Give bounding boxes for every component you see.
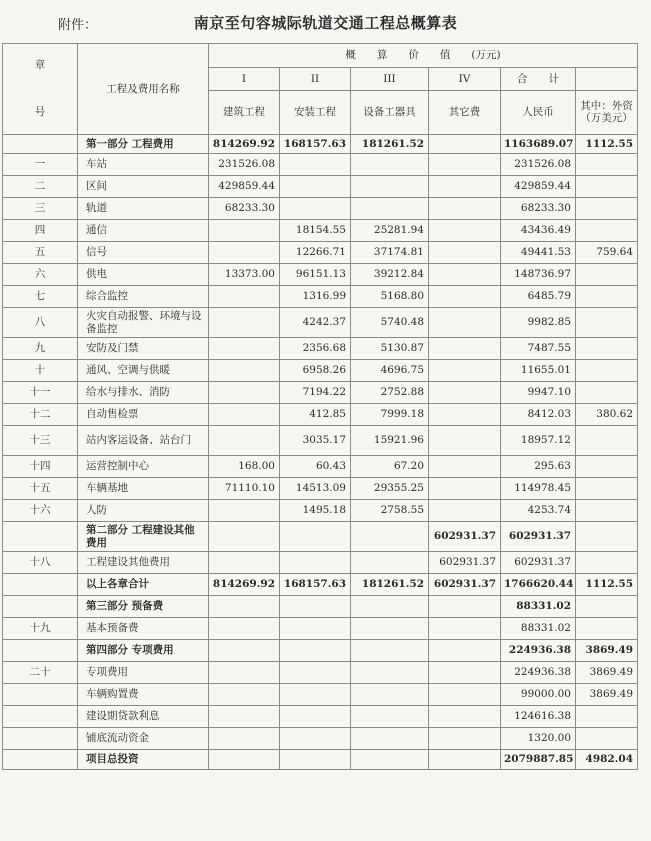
item-name: 以上各章合计 xyxy=(78,574,209,596)
other-value xyxy=(429,662,501,684)
table-row xyxy=(3,728,638,750)
table-row xyxy=(3,426,638,456)
equip-value: 5168.80 xyxy=(351,286,429,308)
build-value xyxy=(209,706,280,728)
build-value xyxy=(209,338,280,360)
col-foreign: 其中：外资（万美元） xyxy=(576,90,638,135)
row-number xyxy=(3,684,78,706)
build-value xyxy=(209,522,280,552)
foreign-value xyxy=(576,618,638,640)
row-number xyxy=(3,728,78,750)
estimate-value-header: 概 算 价 值 (万元) xyxy=(209,44,638,68)
foreign-value: 4982.04 xyxy=(576,750,638,770)
page-header xyxy=(0,0,651,40)
row-number xyxy=(3,522,78,552)
other-value xyxy=(429,176,501,198)
row-number: 七 xyxy=(3,286,78,308)
build-value xyxy=(209,618,280,640)
other-value xyxy=(429,360,501,382)
other-value xyxy=(429,684,501,706)
equip-value xyxy=(351,706,429,728)
equip-value: 15921.96 xyxy=(351,426,429,456)
equip-value xyxy=(351,198,429,220)
equip-value: 7999.18 xyxy=(351,404,429,426)
table-row xyxy=(3,618,638,640)
install-value: 1316.99 xyxy=(280,286,351,308)
build-value: 71110.10 xyxy=(209,478,280,500)
rmb-value: 1766620.44 xyxy=(501,574,576,596)
row-number: 十九 xyxy=(3,618,78,640)
table-row xyxy=(3,264,638,286)
table-row xyxy=(3,308,638,338)
rmb-value: 4253.74 xyxy=(501,500,576,522)
equip-value xyxy=(351,728,429,750)
equip-value xyxy=(351,552,429,574)
row-number xyxy=(3,596,78,618)
roman-i: I xyxy=(209,68,280,90)
row-number: 五 xyxy=(3,242,78,264)
build-value xyxy=(209,242,280,264)
item-name: 项目总投资 xyxy=(78,750,209,770)
other-value: 602931.37 xyxy=(429,522,501,552)
other-value xyxy=(429,242,501,264)
col-build: 建筑工程 xyxy=(209,90,280,135)
table-row xyxy=(3,522,638,552)
build-value: 168.00 xyxy=(209,456,280,478)
build-value xyxy=(209,286,280,308)
row-number: 二十 xyxy=(3,662,78,684)
roman-iv: IV xyxy=(429,68,501,90)
install-value: 3035.17 xyxy=(280,426,351,456)
item-name: 工程建设其他费用 xyxy=(78,552,209,574)
col-other: 其它费 xyxy=(429,90,501,135)
row-number xyxy=(3,640,78,662)
rmb-value: 6485.79 xyxy=(501,286,576,308)
item-name: 轨道 xyxy=(78,198,209,220)
equip-value xyxy=(351,684,429,706)
item-name: 信号 xyxy=(78,242,209,264)
row-number: 九 xyxy=(3,338,78,360)
build-value xyxy=(209,552,280,574)
rmb-value: 429859.44 xyxy=(501,176,576,198)
foreign-value: 380.62 xyxy=(576,404,638,426)
build-value xyxy=(209,404,280,426)
build-value xyxy=(209,426,280,456)
table-row xyxy=(3,640,638,662)
roman-iii: III xyxy=(351,68,429,90)
other-value xyxy=(429,338,501,360)
install-value: 168157.63 xyxy=(280,574,351,596)
other-value: 602931.37 xyxy=(429,574,501,596)
table-row xyxy=(3,135,638,154)
install-value xyxy=(280,618,351,640)
install-value: 96151.13 xyxy=(280,264,351,286)
row-number xyxy=(3,135,78,154)
foreign-value xyxy=(576,220,638,242)
table-header xyxy=(3,44,638,135)
row-number: 十 xyxy=(3,360,78,382)
item-name: 自动售检票 xyxy=(78,404,209,426)
install-value xyxy=(280,522,351,552)
estimate-table xyxy=(2,43,638,770)
item-name: 供电 xyxy=(78,264,209,286)
table-row xyxy=(3,154,638,176)
build-value: 814269.92 xyxy=(209,135,280,154)
table-row xyxy=(3,706,638,728)
build-value: 13373.00 xyxy=(209,264,280,286)
item-name: 建设期贷款利息 xyxy=(78,706,209,728)
row-number xyxy=(3,706,78,728)
install-value xyxy=(280,640,351,662)
other-value xyxy=(429,264,501,286)
install-value xyxy=(280,728,351,750)
row-number: 十一 xyxy=(3,382,78,404)
foreign-value xyxy=(576,426,638,456)
install-value xyxy=(280,198,351,220)
other-value xyxy=(429,728,501,750)
item-name: 站内客运设备、站台门 xyxy=(78,426,209,456)
foreign-value: 3869.49 xyxy=(576,640,638,662)
other-value xyxy=(429,478,501,500)
equip-value: 67.20 xyxy=(351,456,429,478)
other-value xyxy=(429,220,501,242)
equip-value: 37174.81 xyxy=(351,242,429,264)
install-value: 60.43 xyxy=(280,456,351,478)
equip-value: 181261.52 xyxy=(351,574,429,596)
rmb-value: 224936.38 xyxy=(501,640,576,662)
rmb-value: 224936.38 xyxy=(501,662,576,684)
equip-value: 5740.48 xyxy=(351,308,429,338)
build-value xyxy=(209,728,280,750)
foreign-value xyxy=(576,478,638,500)
chapter-label: 章 xyxy=(34,59,46,72)
rmb-value: 602931.37 xyxy=(501,522,576,552)
table-row xyxy=(3,176,638,198)
foreign-value xyxy=(576,522,638,552)
equip-value: 4696.75 xyxy=(351,360,429,382)
item-name: 专项费用 xyxy=(78,662,209,684)
equip-value xyxy=(351,596,429,618)
install-value xyxy=(280,596,351,618)
install-value: 412.85 xyxy=(280,404,351,426)
rmb-value: 43436.49 xyxy=(501,220,576,242)
row-number xyxy=(3,750,78,770)
other-value xyxy=(429,618,501,640)
equip-value: 181261.52 xyxy=(351,135,429,154)
equip-value xyxy=(351,618,429,640)
install-value: 18154.55 xyxy=(280,220,351,242)
rmb-value: 68233.30 xyxy=(501,198,576,220)
equip-value: 2758.55 xyxy=(351,500,429,522)
build-value xyxy=(209,382,280,404)
foreign-value xyxy=(576,286,638,308)
build-value xyxy=(209,596,280,618)
item-name: 车辆购置费 xyxy=(78,684,209,706)
foreign-value xyxy=(576,360,638,382)
equip-value: 25281.94 xyxy=(351,220,429,242)
other-value xyxy=(429,500,501,522)
foreign-value xyxy=(576,552,638,574)
install-value xyxy=(280,176,351,198)
rmb-value: 8412.03 xyxy=(501,404,576,426)
install-value: 6958.26 xyxy=(280,360,351,382)
row-number: 十五 xyxy=(3,478,78,500)
other-value xyxy=(429,426,501,456)
table-row xyxy=(3,662,638,684)
equip-value xyxy=(351,154,429,176)
foreign-value xyxy=(576,338,638,360)
equip-value xyxy=(351,640,429,662)
build-value xyxy=(209,662,280,684)
other-value xyxy=(429,198,501,220)
row-number: 四 xyxy=(3,220,78,242)
col-install: 安装工程 xyxy=(280,90,351,135)
table-row xyxy=(3,242,638,264)
rmb-value: 99000.00 xyxy=(501,684,576,706)
rmb-value: 9947.10 xyxy=(501,382,576,404)
other-value xyxy=(429,154,501,176)
rmb-value: 1320.00 xyxy=(501,728,576,750)
equip-value: 29355.25 xyxy=(351,478,429,500)
equip-value xyxy=(351,176,429,198)
other-value xyxy=(429,456,501,478)
foreign-value xyxy=(576,706,638,728)
col-equip: 设备工器具 xyxy=(351,90,429,135)
table-row xyxy=(3,382,638,404)
table-row xyxy=(3,750,638,770)
rmb-value: 148736.97 xyxy=(501,264,576,286)
item-name: 人防 xyxy=(78,500,209,522)
other-value xyxy=(429,135,501,154)
rmb-value: 114978.45 xyxy=(501,478,576,500)
install-value: 2356.68 xyxy=(280,338,351,360)
build-value xyxy=(209,360,280,382)
build-value: 231526.08 xyxy=(209,154,280,176)
rmb-value: 11655.01 xyxy=(501,360,576,382)
row-number: 二 xyxy=(3,176,78,198)
other-value xyxy=(429,750,501,770)
rmb-value: 88331.02 xyxy=(501,618,576,640)
build-value: 814269.92 xyxy=(209,574,280,596)
rmb-value: 124616.38 xyxy=(501,706,576,728)
item-name: 第一部分 工程费用 xyxy=(78,135,209,154)
item-name: 第二部分 工程建设其他费用 xyxy=(78,522,209,552)
foreign-value xyxy=(576,382,638,404)
item-name-header: 工程及费用名称 xyxy=(78,44,209,135)
rmb-value: 295.63 xyxy=(501,456,576,478)
item-name: 铺底流动资金 xyxy=(78,728,209,750)
foreign-value xyxy=(576,154,638,176)
row-number: 一 xyxy=(3,154,78,176)
item-name: 第三部分 预备费 xyxy=(78,596,209,618)
table-row xyxy=(3,360,638,382)
build-value: 68233.30 xyxy=(209,198,280,220)
foreign-value xyxy=(576,500,638,522)
item-name: 通风、空调与供暖 xyxy=(78,360,209,382)
number-label: 号 xyxy=(34,106,46,118)
other-value xyxy=(429,640,501,662)
foreign-value xyxy=(576,264,638,286)
table-row xyxy=(3,552,638,574)
install-value xyxy=(280,750,351,770)
install-value: 14513.09 xyxy=(280,478,351,500)
install-value xyxy=(280,154,351,176)
table-row xyxy=(3,198,638,220)
item-name: 运营控制中心 xyxy=(78,456,209,478)
equip-value: 5130.87 xyxy=(351,338,429,360)
item-name: 基本预备费 xyxy=(78,618,209,640)
attachment-label: 附件： xyxy=(58,18,98,33)
foreign-value xyxy=(576,728,638,750)
equip-value: 39212.84 xyxy=(351,264,429,286)
chapter-number-header xyxy=(3,44,78,135)
install-value: 12266.71 xyxy=(280,242,351,264)
install-value: 4242.37 xyxy=(280,308,351,338)
other-value xyxy=(429,596,501,618)
item-name: 车站 xyxy=(78,154,209,176)
rmb-value: 602931.37 xyxy=(501,552,576,574)
row-number: 十四 xyxy=(3,456,78,478)
item-name: 综合监控 xyxy=(78,286,209,308)
equip-value xyxy=(351,662,429,684)
foreign-value xyxy=(576,596,638,618)
rmb-value: 49441.53 xyxy=(501,242,576,264)
row-number: 十八 xyxy=(3,552,78,574)
build-value xyxy=(209,500,280,522)
rmb-value: 9982.85 xyxy=(501,308,576,338)
install-value: 7194.22 xyxy=(280,382,351,404)
foreign-value: 3869.49 xyxy=(576,662,638,684)
row-number: 六 xyxy=(3,264,78,286)
build-value xyxy=(209,308,280,338)
total-header: 合 计 xyxy=(501,68,576,90)
build-value: 429859.44 xyxy=(209,176,280,198)
rmb-value: 7487.55 xyxy=(501,338,576,360)
table-row xyxy=(3,456,638,478)
table-row xyxy=(3,404,638,426)
table-row xyxy=(3,574,638,596)
table-row xyxy=(3,286,638,308)
other-value xyxy=(429,706,501,728)
rmb-value: 88331.02 xyxy=(501,596,576,618)
equip-value: 2752.88 xyxy=(351,382,429,404)
other-value: 602931.37 xyxy=(429,552,501,574)
foreign-value xyxy=(576,176,638,198)
item-name: 第四部分 专项费用 xyxy=(78,640,209,662)
item-name: 安防及门禁 xyxy=(78,338,209,360)
row-number: 三 xyxy=(3,198,78,220)
other-value xyxy=(429,308,501,338)
other-value xyxy=(429,382,501,404)
install-value xyxy=(280,552,351,574)
rmb-value: 2079887.85 xyxy=(501,750,576,770)
build-value xyxy=(209,750,280,770)
build-value xyxy=(209,684,280,706)
item-name: 通信 xyxy=(78,220,209,242)
table-body xyxy=(3,135,638,770)
foreign-value xyxy=(576,308,638,338)
rmb-value: 1163689.07 xyxy=(501,135,576,154)
col-rmb: 人民币 xyxy=(501,90,576,135)
row-number: 八 xyxy=(3,308,78,338)
equip-value xyxy=(351,750,429,770)
equip-value xyxy=(351,522,429,552)
build-value xyxy=(209,640,280,662)
row-number: 十三 xyxy=(3,426,78,456)
install-value: 168157.63 xyxy=(280,135,351,154)
foreign-value: 1112.55 xyxy=(576,574,638,596)
item-name: 车辆基地 xyxy=(78,478,209,500)
build-value xyxy=(209,220,280,242)
other-value xyxy=(429,286,501,308)
foreign-value: 759.64 xyxy=(576,242,638,264)
row-number: 十六 xyxy=(3,500,78,522)
foreign-value: 1112.55 xyxy=(576,135,638,154)
table-row xyxy=(3,478,638,500)
roman-ii: II xyxy=(280,68,351,90)
table-row xyxy=(3,338,638,360)
item-name: 给水与排水、消防 xyxy=(78,382,209,404)
table-row xyxy=(3,596,638,618)
install-value xyxy=(280,706,351,728)
page-title: 南京至句容城际轨道交通工程总概算表 xyxy=(193,14,458,32)
other-value xyxy=(429,404,501,426)
table-row xyxy=(3,220,638,242)
item-name: 火灾自动报警、环境与设备监控 xyxy=(78,308,209,338)
install-value: 1495.18 xyxy=(280,500,351,522)
rmb-value: 18957.12 xyxy=(501,426,576,456)
table-row xyxy=(3,684,638,706)
foreign-value: 3869.49 xyxy=(576,684,638,706)
install-value xyxy=(280,684,351,706)
item-name: 区间 xyxy=(78,176,209,198)
foreign-value xyxy=(576,456,638,478)
table-row xyxy=(3,500,638,522)
row-number: 十二 xyxy=(3,404,78,426)
foreign-value xyxy=(576,198,638,220)
rmb-value: 231526.08 xyxy=(501,154,576,176)
blank-header-cell xyxy=(576,68,638,90)
row-number xyxy=(3,574,78,596)
install-value xyxy=(280,662,351,684)
